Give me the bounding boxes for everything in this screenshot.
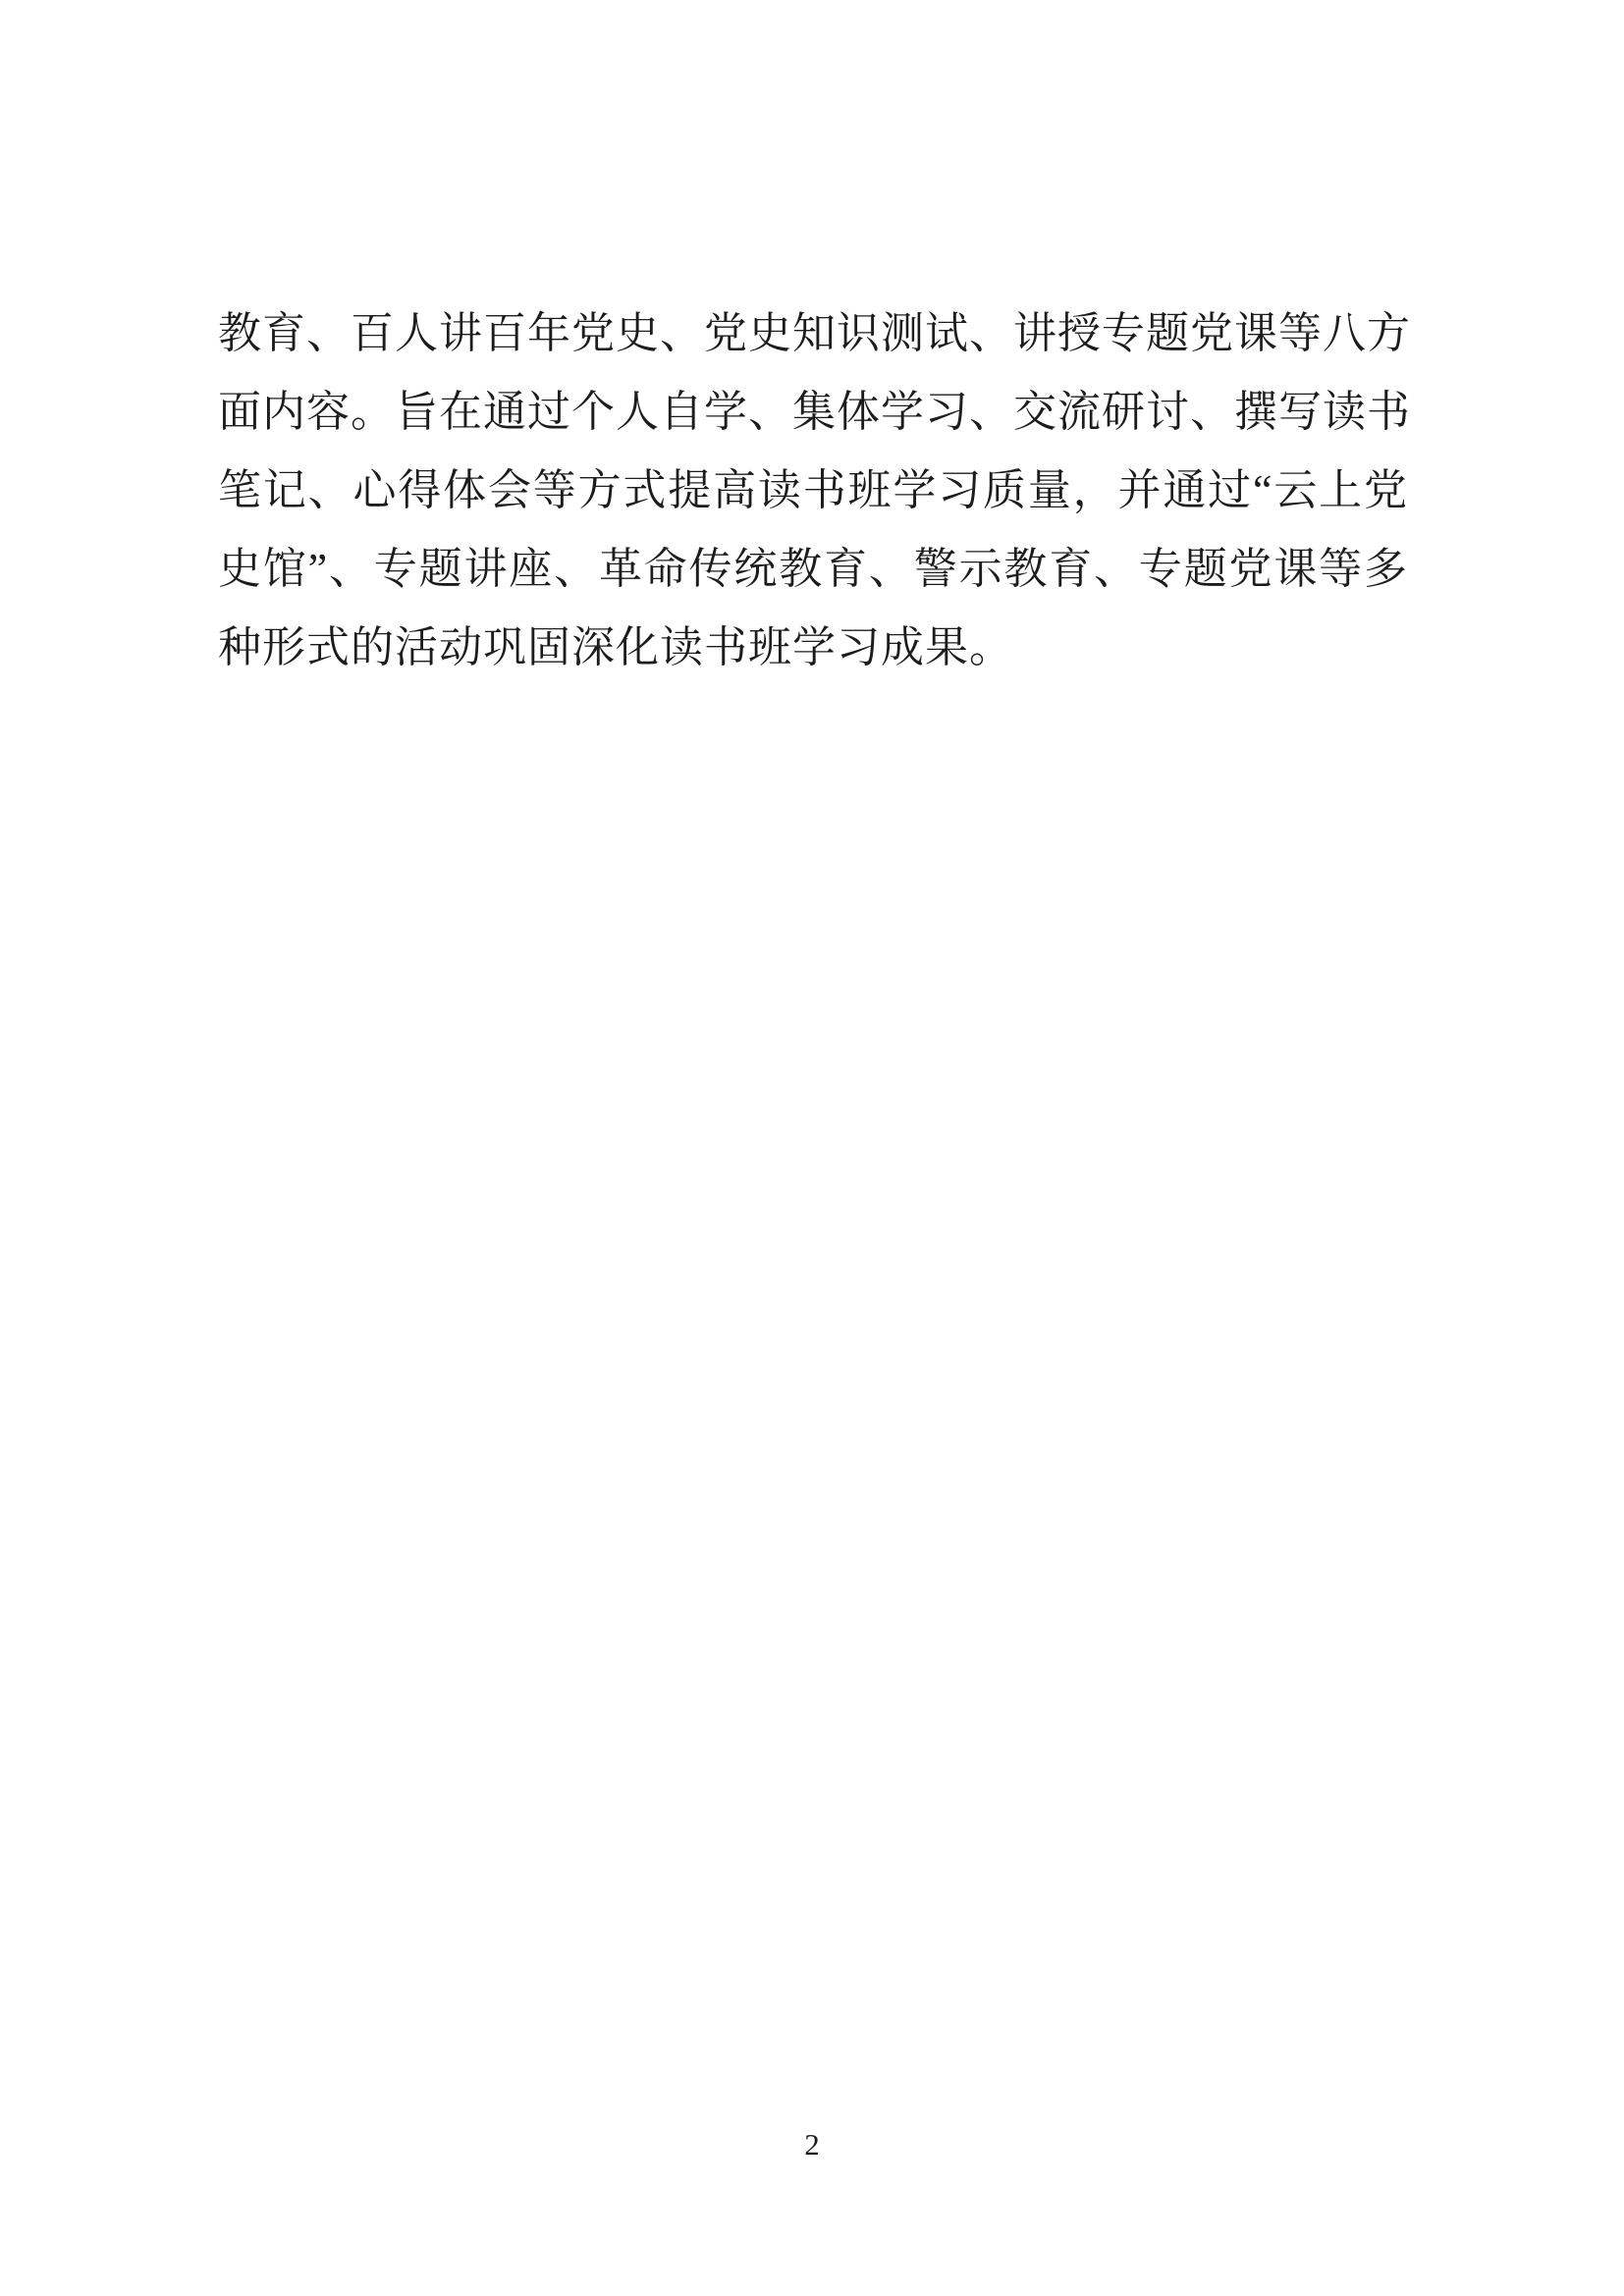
paragraph-line: 种形式的活动巩固深化读书班学习成果。 xyxy=(218,623,1013,671)
paragraph-line: 面内容。旨在通过个人自学、集体学习、交流研讨、撰写读书 xyxy=(218,388,1411,436)
page-number: 2 xyxy=(804,2127,820,2162)
body-paragraph xyxy=(218,294,1411,687)
paragraph-line: 史馆”、专题讲座、革命传统教育、警示教育、专题党课等多 xyxy=(218,545,1408,593)
paragraph-line: 笔记、心得体会等方式提高读书班学习质量，并通过“云上党 xyxy=(218,466,1408,514)
paragraph-line: 教育、百人讲百年党史、党史知识测试、讲授专题党课等八方 xyxy=(218,309,1411,357)
